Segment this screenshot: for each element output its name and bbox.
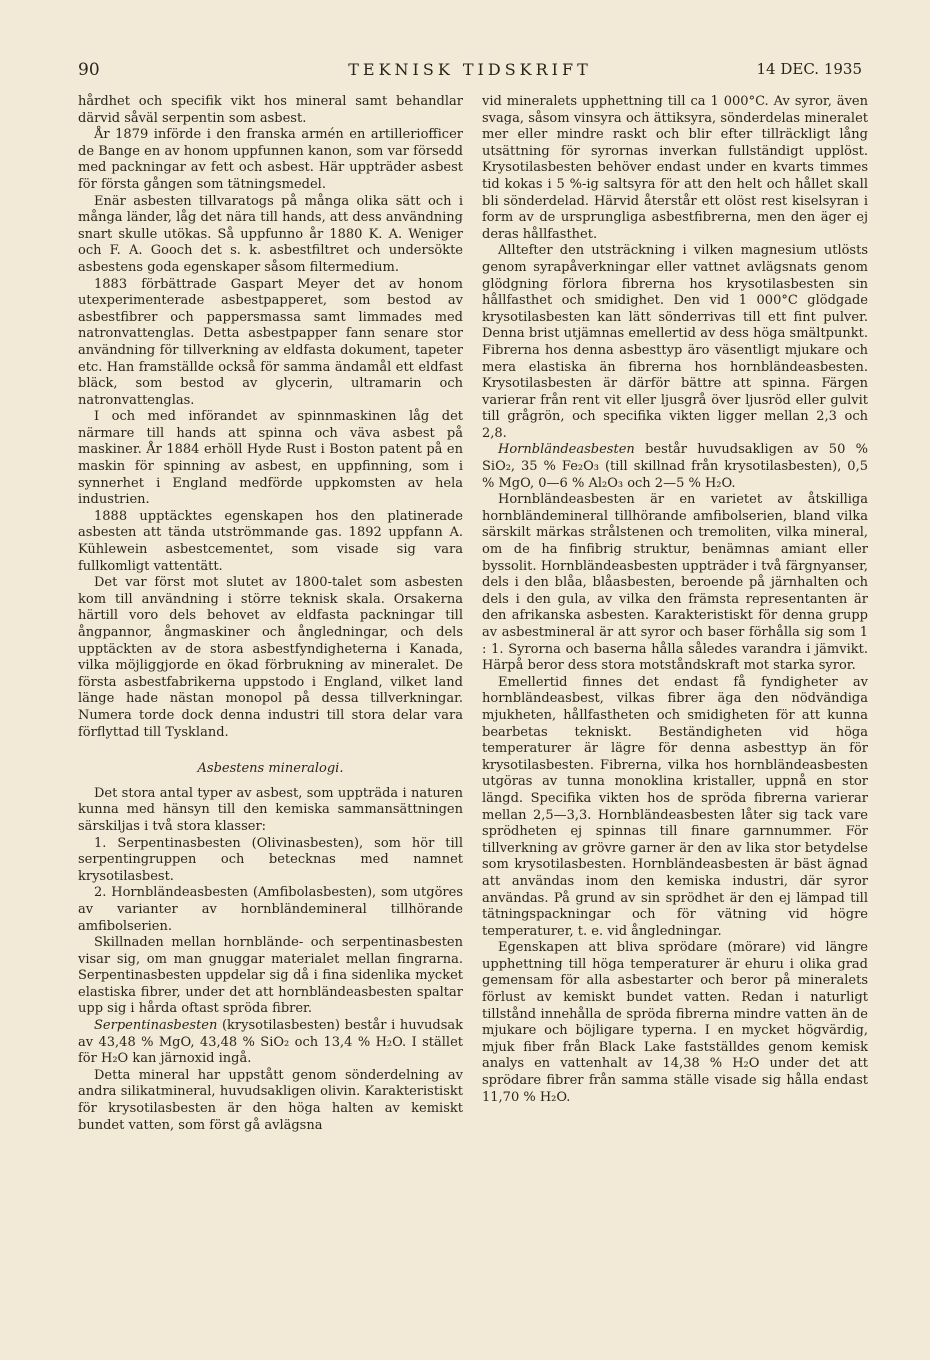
paragraph: 1888 upptäcktes egenskapen hos den platinerade asbesten att tända utströmmande gas. 1892 uppfann A. Kühlewein asbestcementet, som visade sig vara fullkomligt vattentätt. (78, 508, 463, 574)
issue-date: 14 DEC. 1935 (756, 60, 862, 78)
paragraph: 1883 förbättrade Gaspart Meyer det av honom utexperimenterade asbestpapperet, som bestod av asbestfibrer och pappersmassa samt limmades med natronvattenglas. Detta asbestpapper fann senare stor användning för tillverkning av eldfasta dokument, tapeter etc. Han framställde också för samma ändamål ett eldfast bläck, som bestod av glycerin, ultramarin och natronvattenglas. (78, 276, 463, 408)
term-serpentinasbesten: Serpentinasbesten (94, 1018, 218, 1034)
hornblende-text: består huvudsakligen av 50 % SiO₂, 35 % Fe₂O₃ (till skillnad från krysotilasbesten), 0,5 % MgO, 0—6 % Al₂O₃ och 2—5 % H₂O. (482, 442, 868, 491)
paragraph: Skillnaden mellan hornblände- och serpentinasbesten visar sig, om man gnuggar materialet mellan fingrarna. Serpentinasbesten uppdelar sig då i fina sidenlika mycket elastiska fibrer, under det att hornbländeasbesten spaltar upp sig i hårda oftast spröda fibrer. (78, 935, 463, 1017)
paragraph: Emellertid finnes det endast få fyndigheter av hornbländeasbest, vilkas fibrer äga den nödvändiga mjukheten, hållfastheten och smidigheten för att kunna bearbetas tekniskt. Beständigheten vid höga temperaturer är lägre för denna asbesttyp än för krysotilasbesten. Fibrerna, vilka hos hornbländeasbesten utgöras av tunna monoklina kristaller, uppnå en stor längd. Specifika vikten hos de spröda fibrerna varierar mellan 2,5—3,3. Hornbländeasbesten låter sig tack vare sprödheten ej spinnas till finare garnnummer. För tillverkning av grövre garner är den av lika stor betydelse som krysotilasbesten. Hornbländeasbesten är bäst ägnad att användas inom den kemiska industri, där syror användas. På grund av sin sprödhet är den ej lämpad till tätningspackningar och för vätning vid högre temperaturer, t. e. vid ångledningar. (482, 674, 868, 939)
paragraph: 1. Serpentinasbesten (Olivinasbesten), som hör till serpentingruppen och betecknas med namnet krysotilasbest. (78, 835, 463, 884)
term-hornblandeasbesten: Hornbländeasbesten (498, 442, 635, 458)
page-number: 90 (78, 60, 100, 80)
page-header (78, 60, 862, 84)
paragraph: vid mineralets upphettning till ca 1 000°C. Av syror, även svaga, såsom vinsyra och ättiksyra, sönderdelas mineralet mer eller mindre raskt och blir efter tillräckligt lång utsättning för syrornas inverkan fullständigt upplöst. Krysotilasbesten behöver endast under en kvarts timmes tid kokas i 5 %-ig saltsyra för att den helt och hållet skall bli sönderdelad. Härvid återstår ett olöst rest kiselsyran i form av de ursprungliga asbestfibrerna, men den äger ej deras hållfasthet. (482, 94, 868, 242)
paragraph: Detta mineral har uppstått genom sönderdelning av andra silikatmineral, huvudsakligen olivin. Karakteristiskt för krysotilasbesten är den höga halten av kemiskt bundet vatten, som först gå avlägsna (78, 1067, 463, 1133)
paragraph: Hornbländeasbesten är en varietet av åtskilliga hornbländemineral tillhörande amfibolserien, bland vilka särskilt märkas strålstenen och tremoliten, vilka mineral, om de ha finfibrig struktur, benämnas amiant eller byssolit. Hornbländeasbesten uppträder i två färgnyanser, dels i den blåa, blåasbesten, beroende på järnhalten och dels i den gula, av vilka den främsta representanten är den afrikanska asbesten. Karakteristiskt för denna grupp av asbestmineral är att syror och baser förhålla sig som 1 : 1. Syrorna och baserna hålla således varandra i jämvikt. Härpå beror dess stora motståndskraft mot starka syror. (482, 492, 868, 674)
serpentin-text: (krysotilasbesten) består i huvudsak av 43,48 % MgO, 43,48 % SiO₂ och 13,4 % H₂O. I stället för H₂O kan järnoxid ingå. (78, 1018, 463, 1067)
journal-title: TEKNISK TIDSKRIFT (348, 60, 592, 79)
paragraph-serpentin (78, 1018, 463, 1068)
paragraph: Det stora antal typer av asbest, som uppträda i naturen kunna med hänsyn till den kemiska sammansättningen särskiljas i två stora klasser: (78, 785, 463, 834)
paragraph-hornblende (482, 442, 868, 492)
section-heading: Asbestens mineralogi. (197, 761, 344, 777)
left-column (78, 94, 463, 1134)
paragraph: Enär asbesten tillvaratogs på många olika sätt och i många länder, låg det nära till hands, att dess användning snart skulle utökas. Så uppfunno år 1880 K. A. Weniger och F. A. Gooch det s. k. asbestfiltret och undersökte asbestens goda egenskaper såsom filtermedium. (78, 193, 463, 275)
paragraph: Egenskapen att bliva sprödare (mörare) vid längre upphettning till höga temperaturer är ehuru i olika grad gemensam för alla asbestarter och beror på mineralets förlust av kemiskt bundet vatten. Redan i naturligt tillstånd innehålla de spröda fibrerna mindre vatten än de mjukare och böjligare typerna. I en mycket högvärdig, mjuk fiber från Black Lake fastställdes genom kemisk analys en vattenhalt av 14,38 % H₂O under det att sprödare fibrer från samma ställe visade sig hålla endast 11,70 % H₂O. (482, 940, 868, 1105)
paragraph: 2. Hornbländeasbesten (Amfibolasbesten), som utgöres av varianter av hornbländemineral tillhörande amfibolserien. (78, 885, 463, 934)
right-column (482, 94, 868, 1106)
paragraph: Det var först mot slutet av 1800-talet som asbesten kom till användning i större teknisk skala. Orsakerna härtill voro dels behovet av eldfasta packningar till ångpannor, ångmaskiner och ångledningar, och dels upptäckten av de stora asbestfyndigheterna i Kanada, vilka möjliggjorde en ökad förbrukning av mineralet. De första asbestfabrikerna uppstodo i England, vilket land länge hade nästan monopol på dessa tillverkningar. Numera torde dock denna industri till stora delar vara förflyttad till Tyskland. (78, 575, 463, 740)
paragraph: Alltefter den utsträckning i vilken magnesium utlösts genom syrapåverkningar eller vattnet avlägsnats genom glödgning förlora fibrerna hos krysotilasbesten sin hållfasthet och smidighet. Den vid 1 000°C glödgade krysotilasbesten kan lätt sönderrivas till ett fint pulver. Denna brist utjämnas emellertid av dess höga smältpunkt. Fibrerna hos denna asbesttyp äro väsentligt mjukare och mera elastiska än fibrerna hos hornbländeasbesten. Krysotilasbesten är därför bättre att spinna. Färgen varierar från rent vit eller ljusgrå över ljusröd eller gulvit till grågrön, och specifika vikten ligger mellan 2,3 och 2,8. (482, 243, 868, 441)
paragraph: hårdhet och specifik vikt hos mineral samt behandlar därvid såväl serpentin som asbest. (78, 94, 463, 126)
paragraph: I och med införandet av spinnmaskinen låg det närmare till hands att spinna och väva asbest på maskiner. År 1884 erhöll Hyde Rust i Boston patent på en maskin för spinning av asbest, en uppfinning, som i synnerhet i England medförde uppkomsten av hela industrien. (78, 409, 463, 508)
paragraph: År 1879 införde i den franska armén en artilleriofficer de Bange en av honom uppfunnen kanon, som var försedd med packningar av fett och asbest. Här uppträder asbest för första gången som tätningsmedel. (78, 127, 463, 192)
